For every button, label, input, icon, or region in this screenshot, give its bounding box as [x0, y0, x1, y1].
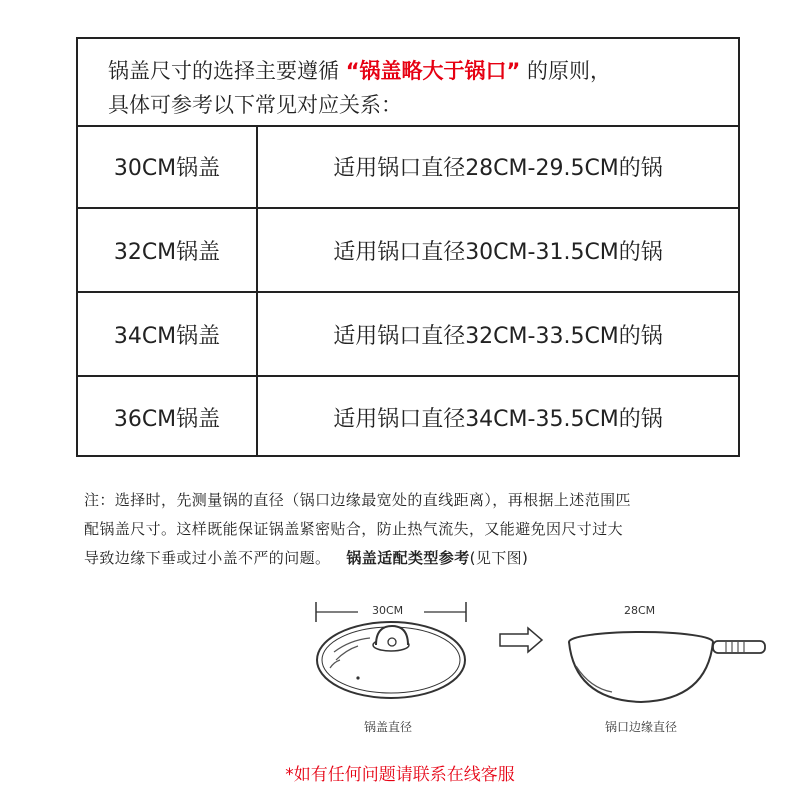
table-row: [78, 209, 738, 293]
table-row: [78, 293, 738, 377]
reference-title: 锅盖适配类型参考: [346, 549, 470, 567]
size-table: [76, 37, 740, 457]
fit-diagram: [0, 590, 800, 740]
note-line-1: 注：选择时，先测量锅的直径（锅口边缘最宽处的直线距离），再根据上述范围匹: [84, 491, 631, 509]
note-text: [84, 486, 744, 573]
lid-icon: [317, 622, 465, 698]
pot-caption: 锅口边缘直径: [605, 720, 678, 734]
lid-size-cell: 36CM锅盖: [78, 377, 258, 457]
intro-text: [78, 39, 738, 127]
right-arrow-icon: [500, 628, 542, 652]
intro-line1-before: 锅盖尺寸的选择主要遵循: [108, 59, 339, 83]
table-row: [78, 377, 738, 457]
lid-dimension-label: 30CM: [372, 604, 404, 617]
lid-size-cell: 34CM锅盖: [78, 293, 258, 375]
fit-range-cell: 适用锅口直径32CM-33.5CM的锅: [333, 323, 663, 349]
intro-line1-after: 的原则，: [526, 59, 611, 83]
lid-size-cell: 32CM锅盖: [78, 209, 258, 291]
note-line-2: 配锅盖尺寸。这样既能保证锅盖紧密贴合，防止热气流失，又能避免因尺寸过大: [84, 520, 624, 538]
fit-range-cell: 适用锅口直径28CM-29.5CM的锅: [333, 155, 663, 181]
table-row: [78, 125, 738, 209]
contact-notice: *如有任何问题请联系在线客服: [285, 765, 515, 785]
lid-size-cell: 30CM锅盖: [78, 125, 258, 207]
intro-line-2: 具体可参考以下常见对应关系：: [108, 93, 402, 117]
note-line-3: [84, 544, 744, 573]
fit-range-cell: 适用锅口直径34CM-35.5CM的锅: [333, 406, 663, 432]
pot-dimension-label: 28CM: [624, 604, 656, 617]
lid-caption: 锅盖直径: [364, 720, 413, 734]
reference-hint: (见下图): [469, 549, 529, 567]
intro-line-1: [108, 54, 738, 88]
note-line3-text: 导致边缘下垂或过小盖不严的问题。: [84, 549, 331, 567]
intro-highlight: “锅盖略大于锅口”: [345, 59, 521, 83]
wok-icon: [569, 632, 765, 702]
fit-range-cell: 适用锅口直径30CM-31.5CM的锅: [333, 239, 663, 265]
